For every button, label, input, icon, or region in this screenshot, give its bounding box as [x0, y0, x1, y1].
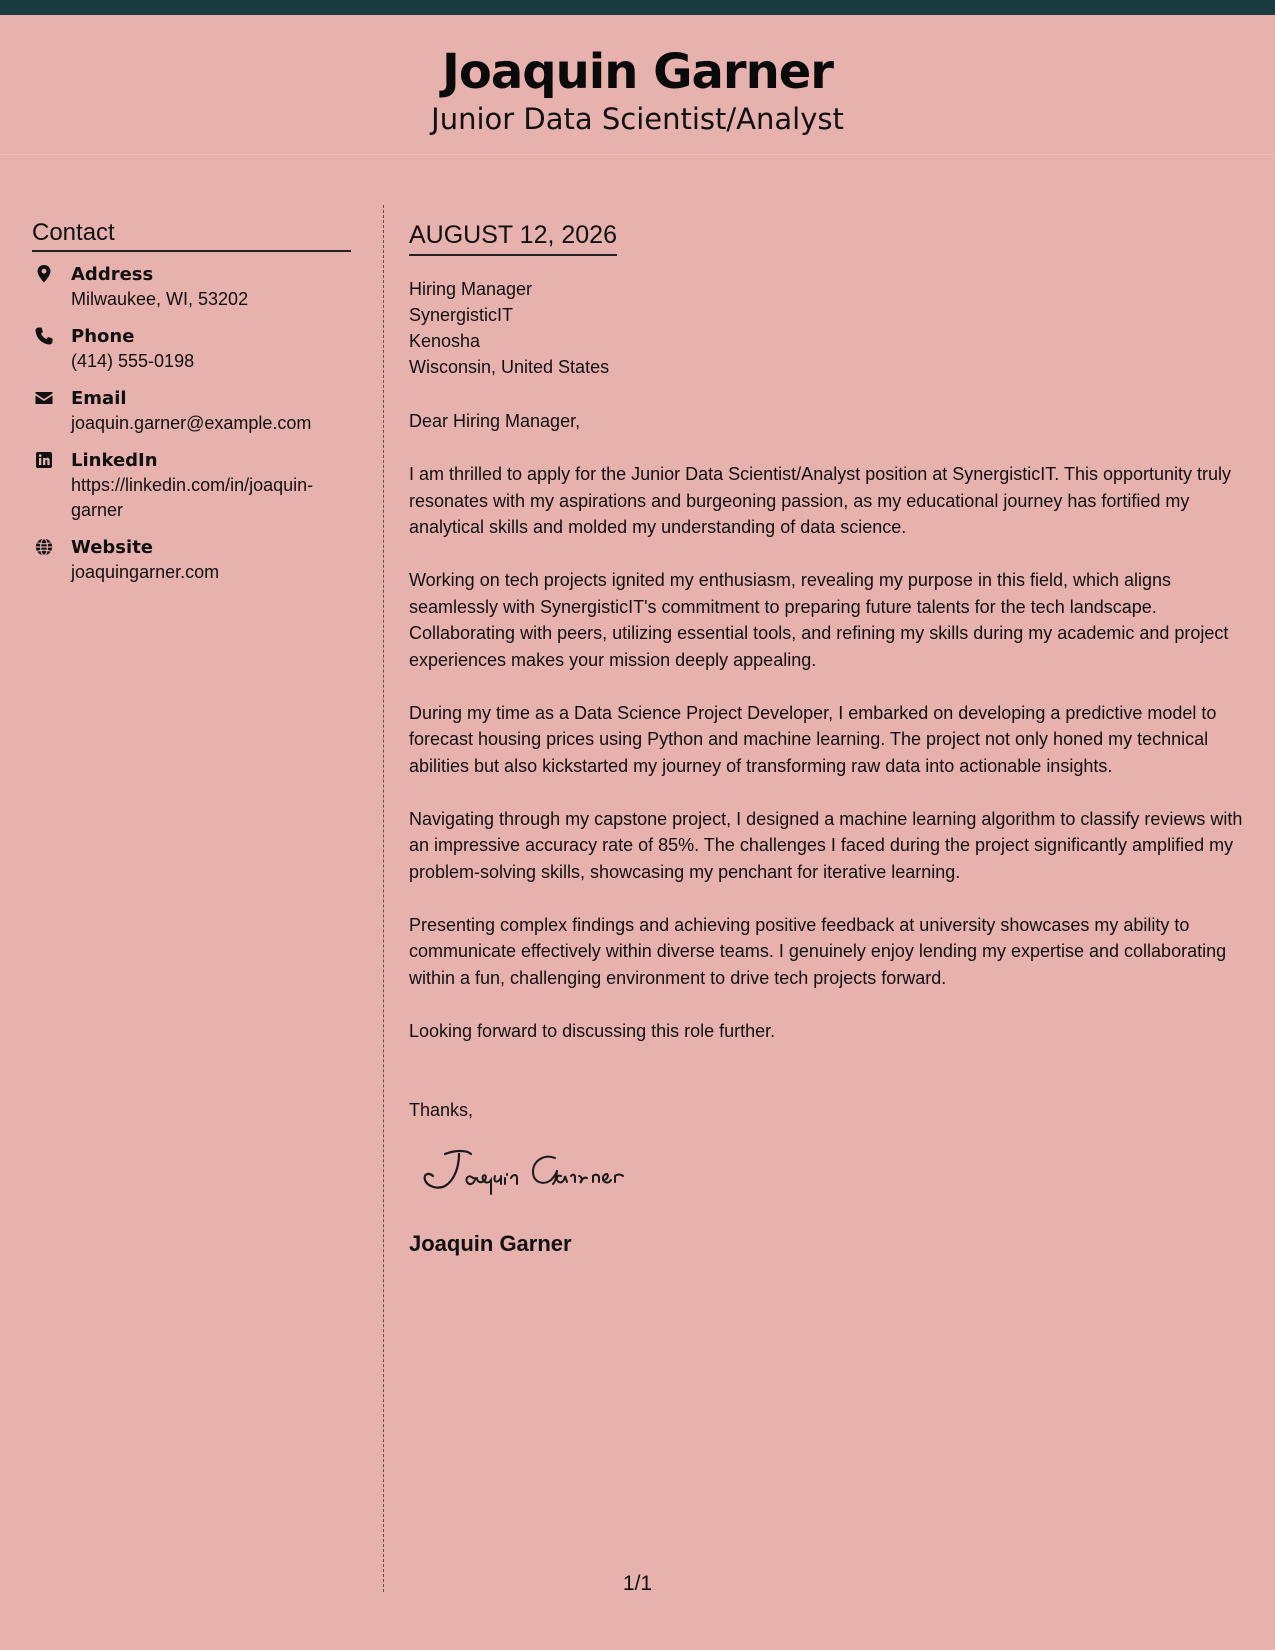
letter-paragraph: During my time as a Data Science Project Developer, I embarked on developing a predictive model to forecast housing prices using Python and machine learning. The project not only honed my technical abilities but also kickstarted my journey of transforming raw data into actionable insights. — [409, 702, 1217, 776]
contact-website — [32, 535, 351, 585]
closing: Thanks, — [409, 1100, 474, 1120]
letter-body — [409, 218, 1253, 1259]
recipient-line: Wisconsin, United States — [409, 357, 610, 377]
job-title: Junior Data Scientist/Analyst — [431, 102, 844, 136]
phone-icon — [34, 326, 54, 346]
email-label: Email — [71, 388, 127, 409]
greeting: Dear Hiring Manager, — [409, 411, 581, 431]
linkedin-label: LinkedIn — [71, 450, 158, 471]
contact-linkedin — [32, 448, 351, 523]
contact-heading: Contact — [32, 218, 351, 252]
linkedin-icon — [34, 450, 54, 470]
signed-name: Joaquin Garner — [409, 1231, 572, 1256]
handwritten-signature — [415, 1146, 665, 1202]
letter-paragraph: Presenting complex findings and achieving positive feedback at university showcases my ability to communicate effectively within diverse teams. I genuinely enjoy lending my expertise and collaborating within a fun, challenging environment to drive tech projects forward. — [409, 914, 1227, 988]
letter-paragraph: Navigating through my capstone project, I designed a machine learning algorithm to classify reviews with an impressive accuracy rate of 85%. The challenges I faced during the project significantly amplified my problem-solving skills, showcasing my penchant for iterative learning. — [409, 808, 1243, 882]
letter-paragraph: Looking forward to discussing this role further. — [409, 1020, 776, 1041]
contact-phone — [32, 324, 351, 374]
page-header — [0, 15, 1275, 155]
applicant-name: Joaquin Garner — [442, 44, 833, 100]
envelope-icon — [34, 388, 54, 408]
contact-sidebar — [32, 218, 351, 597]
top-accent-bar — [0, 0, 1275, 15]
recipient-line: Hiring Manager — [409, 279, 533, 299]
column-divider — [383, 205, 384, 1592]
recipient-block — [409, 276, 1253, 380]
page-number: 1/1 — [622, 1572, 653, 1595]
globe-icon — [34, 537, 54, 557]
recipient-line: SynergisticIT — [409, 305, 514, 325]
letter-paragraph: Working on tech projects ignited my enthusiasm, revealing my purpose in this field, which aligns seamlessly with SynergisticIT's commitment to preparing future talents for the tech landscape. Collaborating with peers, utilizing essential tools, and refining my skills during my academic and project experiences makes your mission deeply appealing. — [409, 570, 1229, 670]
address-label: Address — [71, 264, 154, 285]
contact-address — [32, 262, 351, 312]
letter-paragraph: I am thrilled to apply for the Junior Data Scientist/Analyst position at SynergisticIT. This opportunity truly resonates with my aspirations and burgeoning passion, as my educational journey has fortified my analytical skills and molded my understanding of data science. — [409, 464, 1232, 537]
website-value[interactable]: joaquingarner.com — [71, 562, 220, 582]
map-pin-icon — [34, 264, 54, 284]
address-value: Milwaukee, WI, 53202 — [71, 289, 249, 309]
website-label: Website — [71, 537, 154, 558]
contact-email — [32, 386, 351, 436]
linkedin-value[interactable]: https://linkedin.com/in/joaquin-garner — [71, 475, 314, 520]
phone-label: Phone — [71, 326, 135, 347]
email-value: joaquin.garner@example.com — [71, 413, 312, 433]
recipient-line: Kenosha — [409, 331, 481, 351]
letter-date: AUGUST 12, 2026 — [409, 218, 617, 256]
phone-value: (414) 555-0198 — [71, 351, 195, 371]
